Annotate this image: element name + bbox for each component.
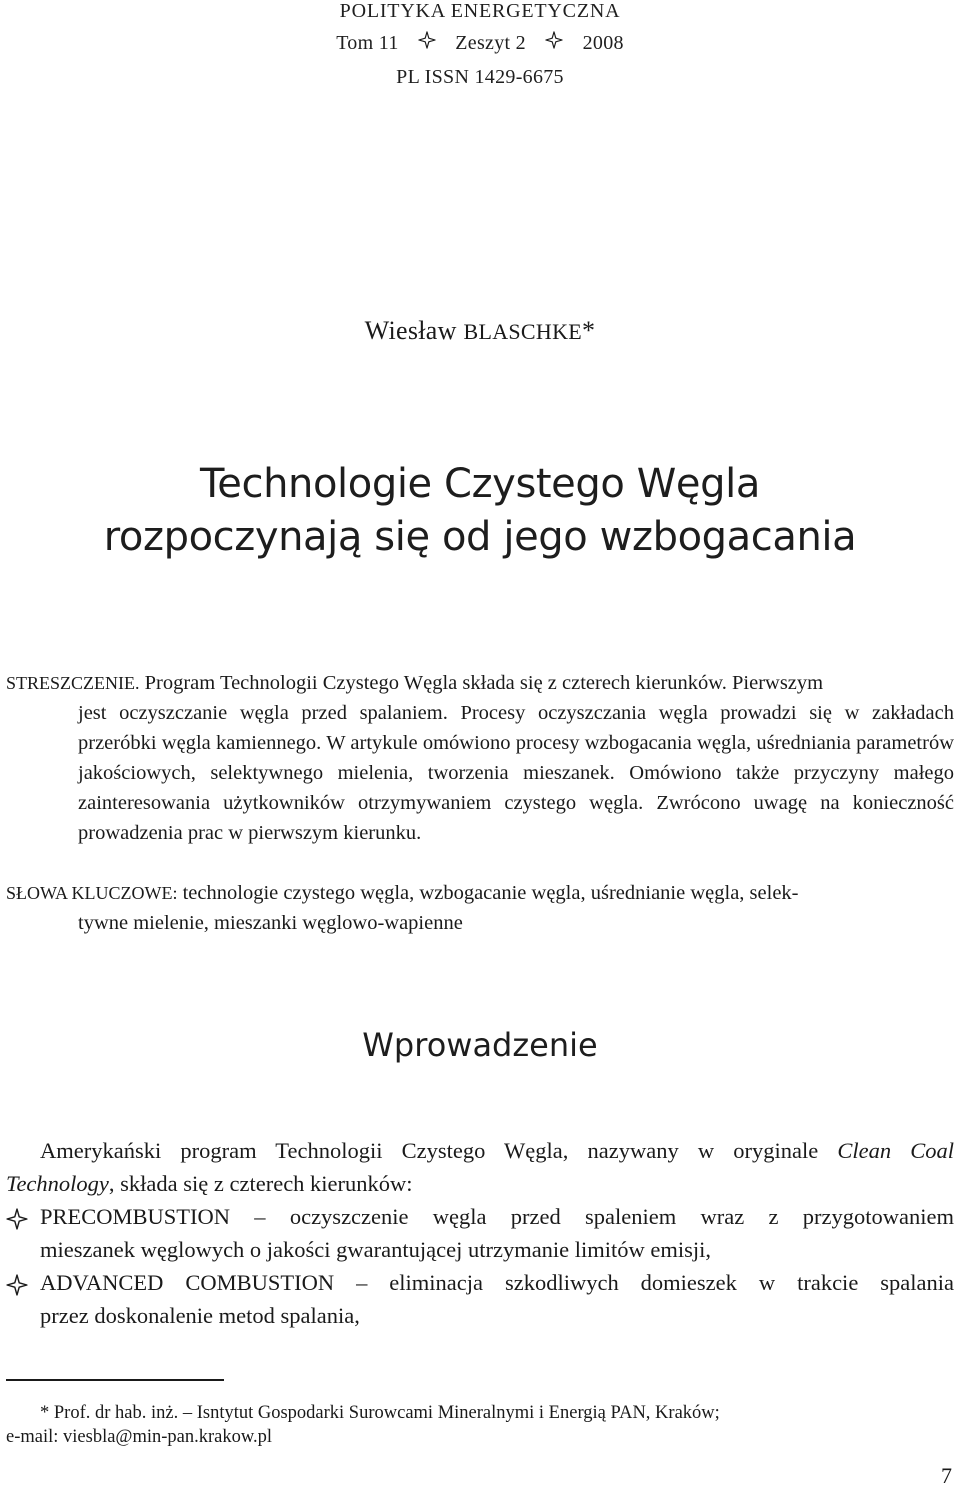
paper-title-line-2: rozpoczynają się od jego wzbogacania: [103, 514, 857, 560]
page-number: 7: [941, 1463, 952, 1488]
keywords-first-line: [6, 878, 954, 908]
abstract-body: jest oczyszczanie węgla przed spalaniem. Procesy oczyszczania węgla prowadzi się w zakładach przeróbki węgla kamiennego. W artykule omówiono procesy wzbogacania węgla, uśredniania parametrów jakościowych, selektywnego mielenia, tworzenia mieszanek. Omówiono także przyczyny małego zainteresowania użytkowników otrzymywaniem czystego węgla. Zwrócono uwagę na konieczność prowadzenia prac w pierwszym kierunku.: [78, 702, 954, 844]
bullet-item: [6, 1200, 954, 1266]
bullet-line-2: przez doskonalenie metod spalania,: [40, 1303, 360, 1328]
bullet-line-1: ADVANCED COMBUSTION – eliminacja szkodliwych domieszek w trakcie spalania: [40, 1270, 954, 1295]
footnote-affiliation: * Prof. dr hab. inż. – Isntytut Gospodarki Surowcami Mineralnymi i Energią PAN, Kraków;: [40, 1403, 720, 1423]
issn: PL ISSN 1429-6675: [396, 66, 564, 88]
intro-paragraph: [6, 1134, 954, 1332]
bullet-line-2: mieszanek węglowych o jakości gwarantującej utrzymanie limitów emisji,: [40, 1237, 712, 1262]
issue-line: [0, 31, 960, 55]
footnote-divider: [6, 1379, 224, 1381]
author-marker: *: [582, 316, 596, 345]
abstract: [6, 668, 954, 848]
abstract-line1: Program Technologii Czystego Węgla składa się z czterech kierunków. Pierwszym: [139, 672, 824, 694]
abstract-label: STRESZCZENIE.: [6, 673, 140, 693]
four-point-star-icon: [545, 31, 563, 55]
abstract-first-line: [6, 668, 954, 698]
keywords-label: SŁOWA KLUCZOWE:: [6, 883, 178, 903]
intro-line-2: [6, 1167, 954, 1200]
author-name: [0, 316, 960, 346]
intro-italic-term-2: Technology: [6, 1171, 109, 1196]
four-point-star-icon: [418, 31, 436, 55]
keywords: [6, 878, 954, 938]
volume-label: Tom 11: [336, 32, 399, 54]
four-point-star-icon: [6, 1272, 28, 1294]
year-label: 2008: [582, 32, 624, 54]
author-first-name: Wiesław: [364, 316, 457, 345]
intro-text-after: , składa się z czterech kierunków:: [108, 1171, 413, 1196]
intro-text-before: Amerykański program Technologii Czystego Węgla, nazywany w oryginale: [40, 1138, 838, 1163]
author-last-name: BLASCHKE: [463, 319, 583, 344]
issue-label: Zeszyt 2: [455, 32, 526, 54]
bullet-line-1: PRECOMBUSTION – oczyszczenie węgla przed spaleniem wraz z przygotowaniem: [40, 1204, 954, 1229]
journal-title: POLITYKA ENERGETYCZNA: [339, 0, 621, 22]
bullet-item: [6, 1266, 954, 1332]
section-heading: Wprowadzenie: [362, 1026, 598, 1064]
footnote-email: e-mail: viesbla@min-pan.krakow.pl: [6, 1427, 273, 1447]
keywords-line2: tywne mielenie, mieszanki węglowo-wapienne: [78, 912, 463, 934]
intro-italic-term: Clean Coal: [837, 1138, 954, 1163]
footnote: [6, 1401, 954, 1449]
intro-line-1: [6, 1134, 954, 1167]
four-point-star-icon: [6, 1206, 28, 1228]
paper-title-line-1: Technologie Czystego Węgla: [200, 461, 760, 507]
keywords-line1: technologie czystego węgla, wzbogacanie węgla, uśrednianie węgla, selek-: [177, 882, 799, 904]
